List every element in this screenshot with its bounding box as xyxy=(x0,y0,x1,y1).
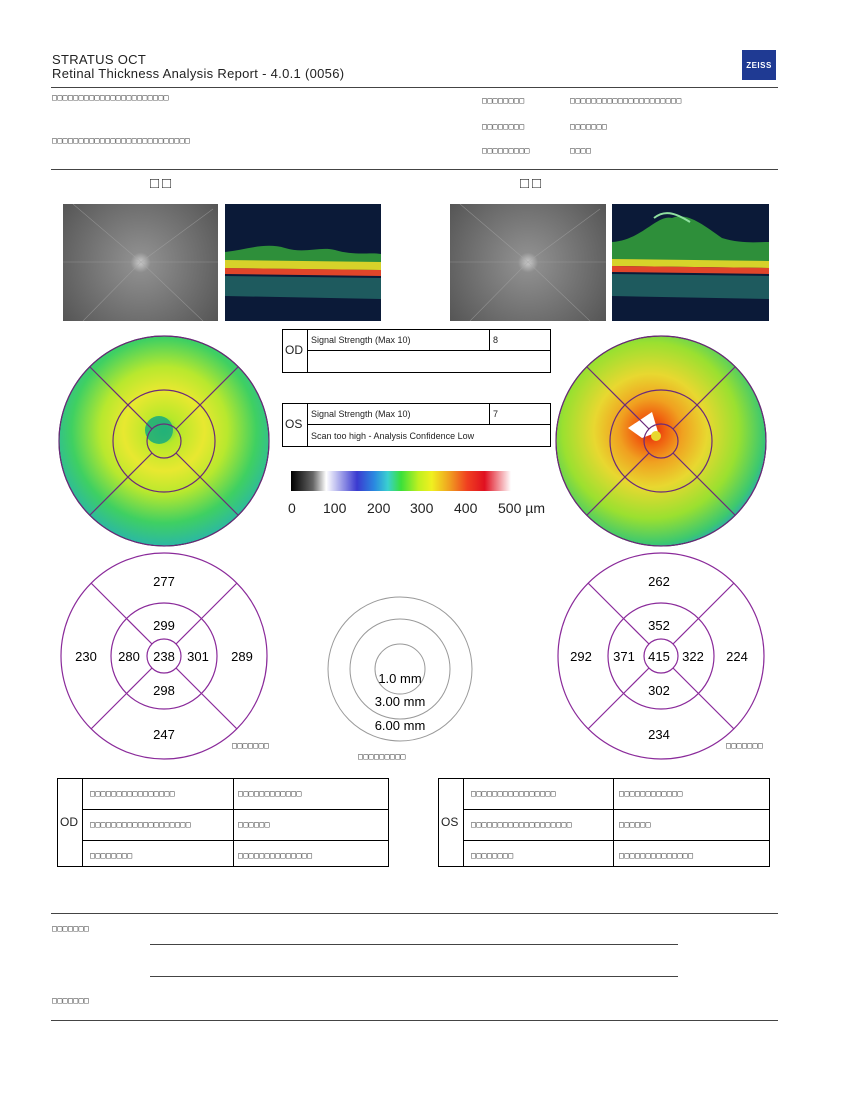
field3-label: □□□□□□□□□ xyxy=(482,146,530,155)
header-divider xyxy=(51,87,778,88)
comments-label: □□□□□□□ xyxy=(52,924,90,933)
od-table-r1c2: □□□□□□□□□□□□ xyxy=(238,789,302,798)
os-oct-scan xyxy=(612,204,769,321)
od-table-r3c2: □□□□□□□□□□□□□□ xyxy=(238,851,313,860)
od-inner-inferior: 298 xyxy=(153,683,175,698)
od-thickness-sector-map xyxy=(55,552,273,764)
od-table-r2c1: □□□□□□□□□□□□□□□□□□□ xyxy=(90,820,192,829)
os-outer-superior: 262 xyxy=(648,574,670,589)
od-table-r1c1: □□□□□□□□□□□□□□□□ xyxy=(90,789,176,798)
os-analysis-table xyxy=(438,778,770,867)
od-signal-label: Signal Strength (Max 10) xyxy=(311,335,411,345)
os-eye-label: □□ xyxy=(520,175,545,192)
os-table-r1c1: □□□□□□□□□□□□□□□□ xyxy=(471,789,557,798)
os-map-caption: □□□□□□□ xyxy=(726,741,764,750)
signature-divider xyxy=(51,1020,778,1021)
info-divider xyxy=(51,169,778,170)
od-signal-table xyxy=(282,329,551,373)
os-fundus-image xyxy=(450,204,606,321)
od-outer-superior: 277 xyxy=(153,574,175,589)
os-thickness-sector-map xyxy=(552,552,770,764)
os-outer-left: 292 xyxy=(570,649,592,664)
zeiss-logo: ZEISS xyxy=(742,50,776,80)
scale-tick-100: 100 xyxy=(323,500,347,516)
os-oct-scan-graphic xyxy=(612,204,769,321)
os-table-r1c2: □□□□□□□□□□□□ xyxy=(619,789,683,798)
color-scale-ticks xyxy=(283,500,553,520)
os-inner-superior: 352 xyxy=(648,618,670,633)
os-table-eye: OS xyxy=(441,815,459,829)
product-title: STRATUS OCT xyxy=(52,52,147,67)
field3-value: □□□□ xyxy=(570,146,592,155)
os-outer-inferior: 234 xyxy=(648,727,670,742)
field2-value: □□□□□□□ xyxy=(570,122,608,131)
od-oct-scan-graphic xyxy=(225,204,381,321)
od-eye-label: □□ xyxy=(150,175,175,192)
field2-label: □□□□□□□□ xyxy=(482,122,525,131)
scale-tick-400: 400 xyxy=(454,500,478,516)
od-table-r2c2: □□□□□□ xyxy=(238,820,270,829)
signature-label: □□□□□□□ xyxy=(52,996,90,1005)
os-signal-eye: OS xyxy=(285,417,303,431)
od-signal-value: 8 xyxy=(493,335,499,345)
os-table-r3c2: □□□□□□□□□□□□□□ xyxy=(619,851,694,860)
od-fundus-image xyxy=(63,204,218,321)
od-outer-inferior: 247 xyxy=(153,727,175,742)
od-table-eye: OD xyxy=(60,815,78,829)
os-center: 415 xyxy=(648,649,670,664)
scale-tick-200: 200 xyxy=(367,500,391,516)
os-signal-value: 7 xyxy=(493,409,499,419)
scale-tick-500: 500 µm xyxy=(498,500,545,516)
os-inner-right: 322 xyxy=(682,649,704,664)
os-table-r2c2: □□□□□□ xyxy=(619,820,651,829)
os-fundus-scanlines xyxy=(450,204,606,321)
legend-caption: □□□□□□□□□ xyxy=(358,752,406,761)
comments-line-2 xyxy=(150,976,678,977)
field1-label: □□□□□□□□ xyxy=(482,96,525,105)
legend-ring-6mm: 6.00 mm xyxy=(374,718,426,733)
od-thickness-colormap xyxy=(55,332,273,550)
ring-diameter-legend xyxy=(326,596,474,742)
os-signal-note: Scan too high - Analysis Confidence Low xyxy=(311,431,475,441)
patient-info-line-1: □□□□□□□□□□□□□□□□□□□□□□ xyxy=(52,93,169,102)
od-outer-right: 289 xyxy=(231,649,253,664)
od-map-caption: □□□□□□□ xyxy=(232,741,270,750)
color-scale-bar xyxy=(291,471,511,491)
os-table-r3c1: □□□□□□□□ xyxy=(471,851,514,860)
report-title: Retinal Thickness Analysis Report - 4.0.1 (0056) xyxy=(52,66,345,81)
os-inner-inferior: 302 xyxy=(648,683,670,698)
field1-value: □□□□□□□□□□□□□□□□□□□□□ xyxy=(570,96,682,105)
od-table-r3c1: □□□□□□□□ xyxy=(90,851,133,860)
od-inner-superior: 299 xyxy=(153,618,175,633)
scale-tick-300: 300 xyxy=(410,500,434,516)
od-fundus-scanlines xyxy=(63,204,218,321)
os-inner-left: 371 xyxy=(613,649,635,664)
od-center: 238 xyxy=(153,649,175,664)
legend-ring-3mm: 3.00 mm xyxy=(374,694,426,709)
od-outer-left: 230 xyxy=(75,649,97,664)
od-inner-left: 280 xyxy=(118,649,140,664)
patient-info-line-2: □□□□□□□□□□□□□□□□□□□□□□□□□□ xyxy=(52,136,191,145)
comments-line-1 xyxy=(150,944,678,945)
os-thickness-colormap xyxy=(552,332,770,550)
od-oct-scan xyxy=(225,204,381,321)
od-analysis-table xyxy=(57,778,389,867)
legend-ring-1mm: 1.0 mm xyxy=(378,671,422,686)
os-signal-label: Signal Strength (Max 10) xyxy=(311,409,411,419)
os-signal-table xyxy=(282,403,551,447)
od-inner-right: 301 xyxy=(187,649,209,664)
scale-tick-0: 0 xyxy=(288,500,296,516)
od-signal-eye: OD xyxy=(285,343,303,357)
comments-divider xyxy=(51,913,778,914)
os-outer-right: 224 xyxy=(726,649,748,664)
os-table-r2c1: □□□□□□□□□□□□□□□□□□□ xyxy=(471,820,573,829)
